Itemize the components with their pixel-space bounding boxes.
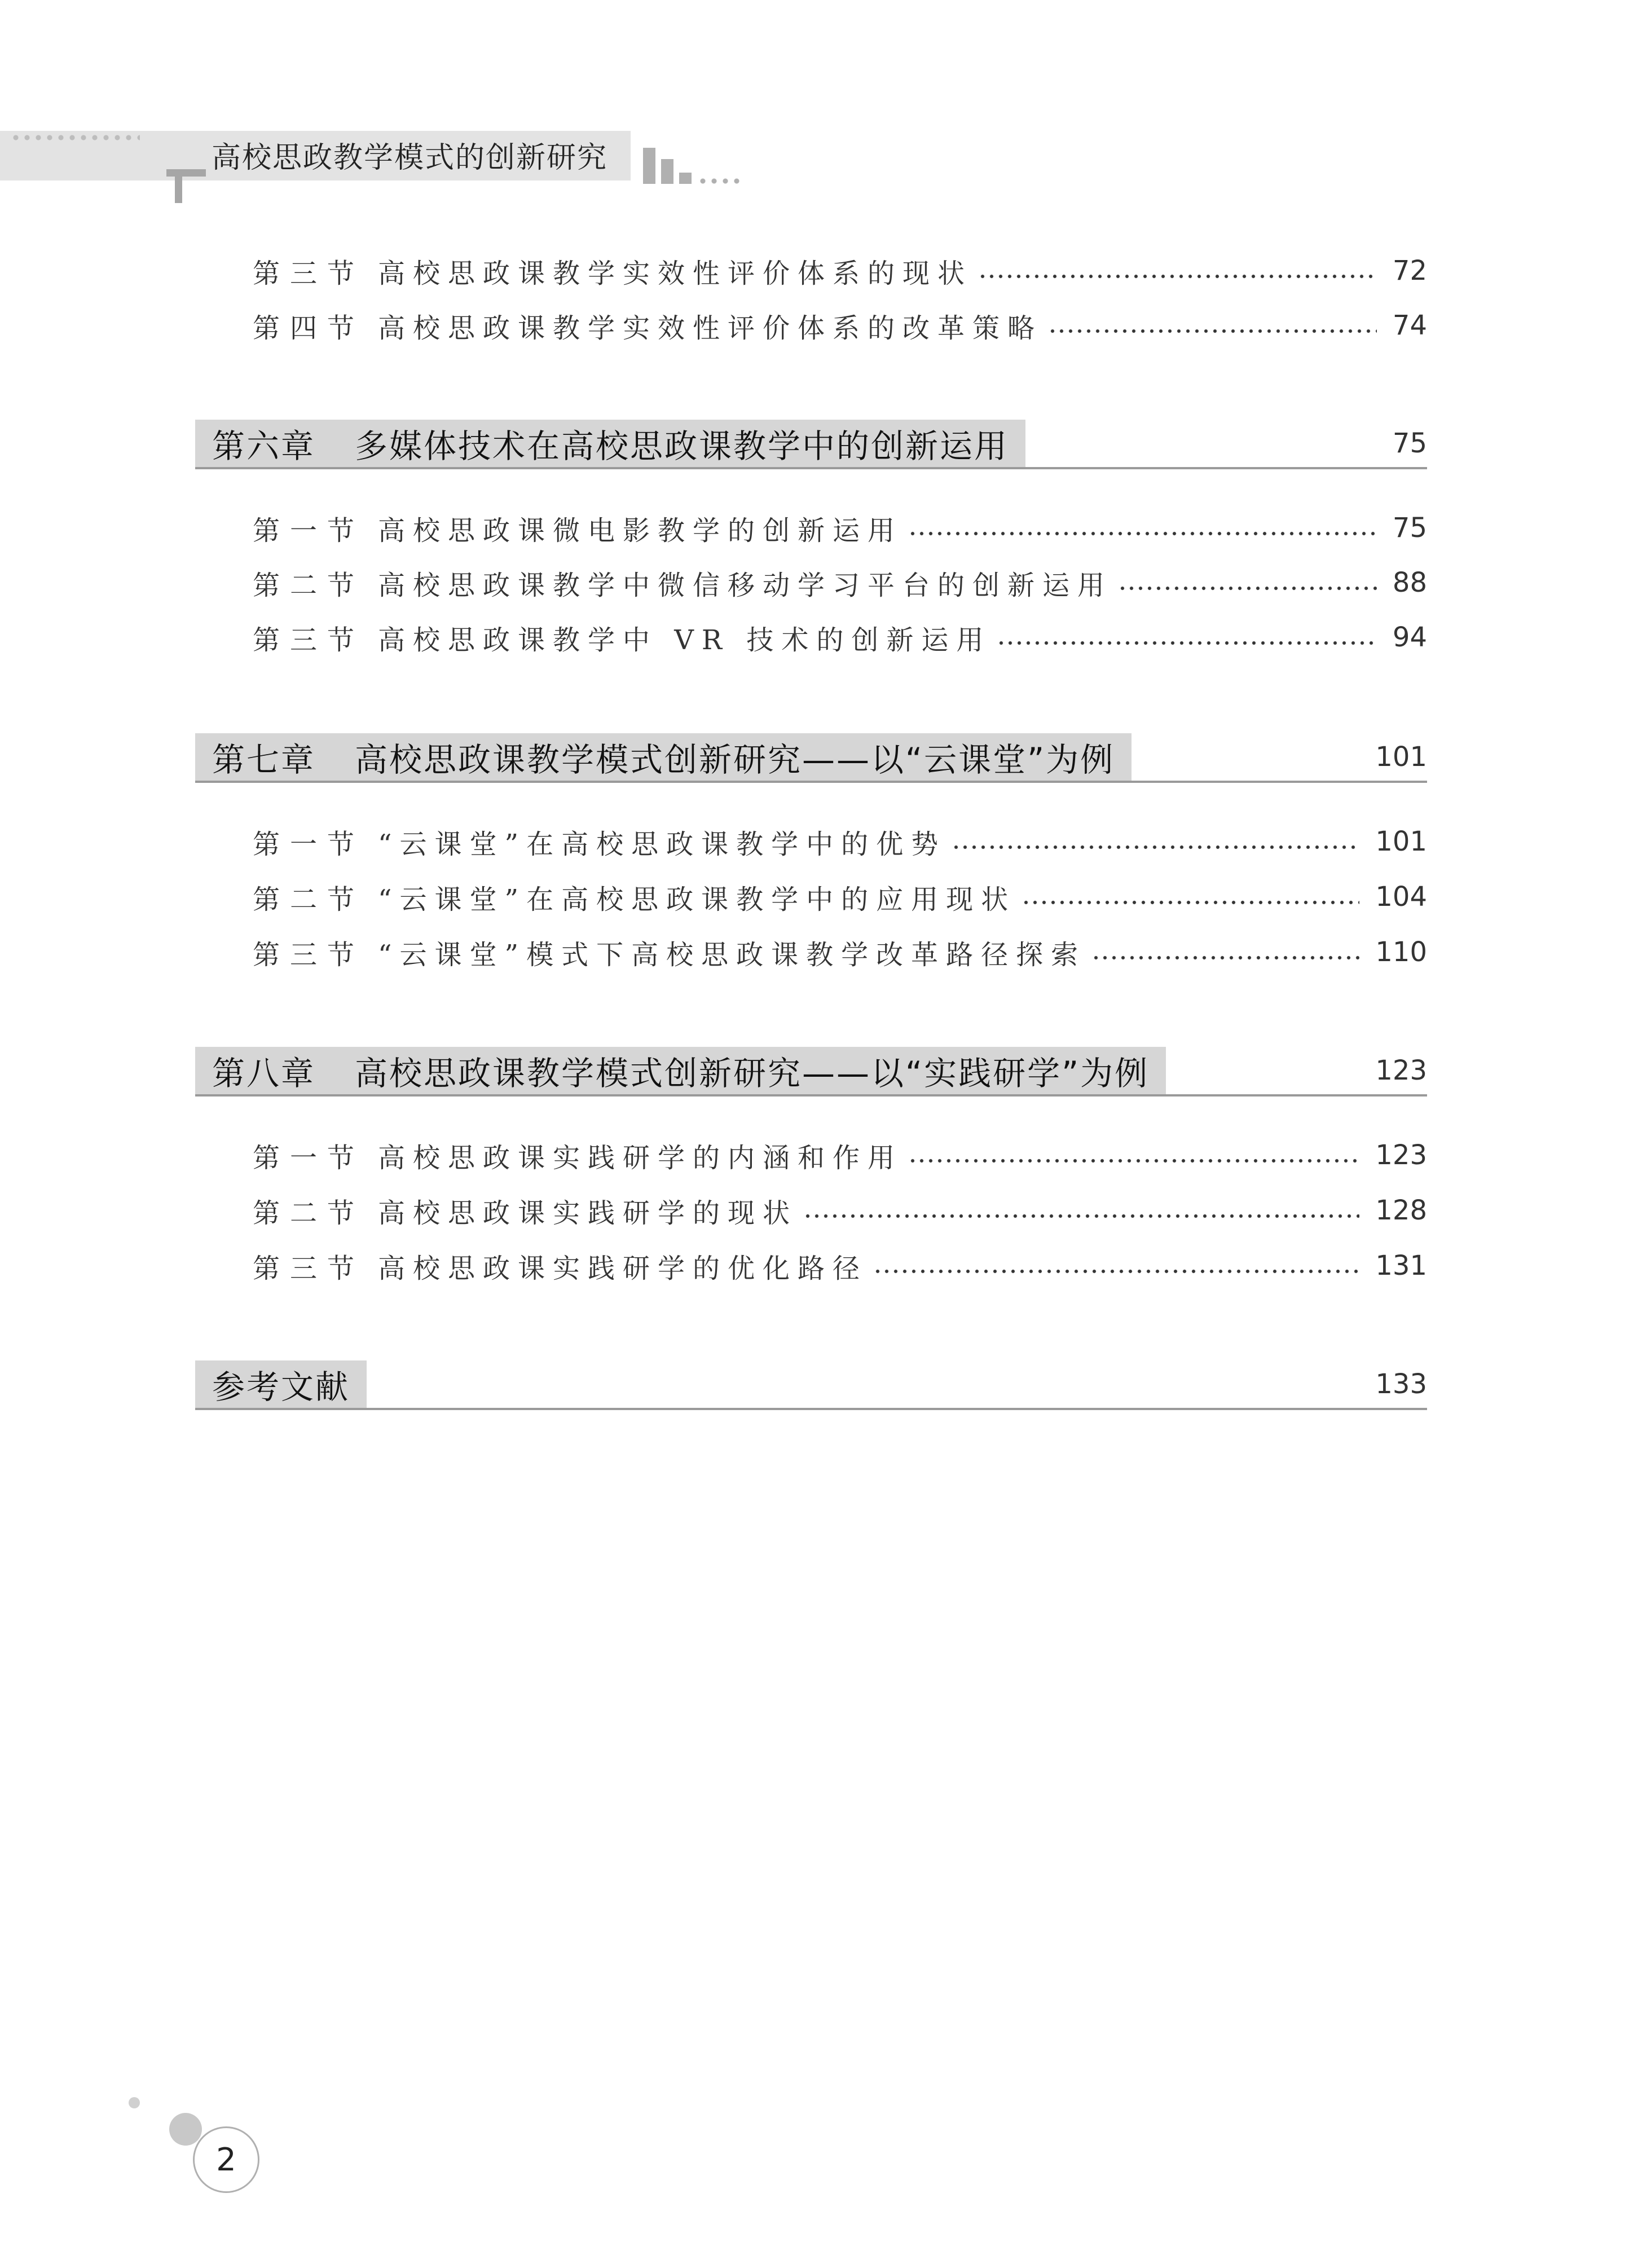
section-title: 高校思政课教学实效性评价体系的现状 <box>378 257 973 289</box>
section-label: 第一节 <box>253 828 365 860</box>
page-number: 123 <box>1375 1055 1427 1086</box>
chapter-label: 第八章 <box>212 1054 316 1093</box>
toc-section-entry[interactable] <box>253 510 1427 546</box>
section-title: 高校思政课教学中微信移动学习平台的创新运用 <box>378 569 1113 601</box>
toc-section-entry[interactable] <box>253 1192 1427 1228</box>
dot-leader <box>1048 329 1377 333</box>
chapter-title: 高校思政课教学模式创新研究——以“云课堂”为例 <box>355 741 1115 779</box>
dot-leader <box>873 1269 1359 1274</box>
dot-leader <box>908 1159 1359 1163</box>
section-title: 高校思政课实践研学的现状 <box>378 1197 798 1229</box>
chapter-label: 第七章 <box>212 741 316 779</box>
toc-section-entry[interactable] <box>253 1137 1427 1173</box>
section-title: 高校思政课微电影教学的创新运用 <box>378 514 903 547</box>
chapter-title-box <box>195 733 1132 781</box>
section-label: 第三节 <box>253 1252 365 1284</box>
section-title: 高校思政课实践研学的内涵和作用 <box>378 1142 903 1174</box>
page-number: 101 <box>1375 826 1427 857</box>
page-number: 131 <box>1375 1250 1427 1281</box>
header-corner-decoration <box>166 169 206 177</box>
toc-references-heading[interactable] <box>195 1360 1427 1410</box>
toc-chapter-heading[interactable] <box>195 420 1427 469</box>
page-number: 128 <box>1375 1195 1427 1226</box>
page-number: 74 <box>1392 310 1427 341</box>
page-number: 75 <box>1392 512 1427 544</box>
section-title: 高校思政课教学中 VR 技术的创新运用 <box>378 624 992 656</box>
header-block-decoration <box>643 148 655 184</box>
chapter-title: 多媒体技术在高校思政课教学中的创新运用 <box>355 427 1009 465</box>
page-number: 104 <box>1375 881 1427 913</box>
page-number: 72 <box>1392 255 1427 287</box>
chapter-title: 参考文献 <box>212 1368 350 1406</box>
toc-section-entry[interactable] <box>253 879 1427 915</box>
dot-leader <box>1118 586 1377 591</box>
page-number: 123 <box>1375 1139 1427 1171</box>
dot-leader <box>908 531 1377 536</box>
section-label: 第四节 <box>253 312 365 344</box>
section-label: 第二节 <box>253 569 365 601</box>
section-label: 第一节 <box>253 1142 365 1174</box>
chapter-title-box <box>195 1360 367 1408</box>
footer-dot-decoration <box>129 2097 140 2108</box>
dot-leader <box>952 845 1359 849</box>
toc-section-entry[interactable] <box>253 934 1427 970</box>
toc-chapter-heading[interactable] <box>195 1047 1427 1096</box>
header-tail-dots <box>697 178 742 184</box>
toc-section-entry[interactable] <box>253 1248 1427 1284</box>
section-label: 第三节 <box>253 257 365 289</box>
dot-leader <box>1022 900 1359 905</box>
page-number: 88 <box>1392 567 1427 598</box>
section-title: “云课堂”在高校思政课教学中的优势 <box>378 828 946 860</box>
page-number-text: 2 <box>216 2141 236 2178</box>
header-dots-decoration <box>10 134 140 141</box>
page-number: 94 <box>1392 622 1427 653</box>
header-block-decoration <box>661 159 673 184</box>
footer-dot-decoration <box>169 2113 202 2146</box>
page-number: 133 <box>1375 1368 1427 1400</box>
section-label: 第三节 <box>253 939 365 971</box>
header-corner-decoration-vertical <box>175 169 182 203</box>
header-block-decoration <box>679 173 692 184</box>
dot-leader <box>997 641 1377 645</box>
section-title: 高校思政课教学实效性评价体系的改革策略 <box>378 312 1043 344</box>
folio-page-number <box>193 2126 259 2193</box>
toc-section-entry[interactable] <box>253 823 1427 860</box>
section-label: 第三节 <box>253 624 365 656</box>
chapter-label: 第六章 <box>212 427 316 465</box>
section-title: “云课堂”在高校思政课教学中的应用现状 <box>378 883 1016 915</box>
chapter-title: 高校思政课教学模式创新研究——以“实践研学”为例 <box>355 1054 1150 1093</box>
page-number: 101 <box>1375 741 1427 773</box>
dot-leader <box>978 274 1377 279</box>
page-number: 110 <box>1375 936 1427 968</box>
running-header-title: 高校思政教学模式的创新研究 <box>212 141 608 175</box>
chapter-title-box <box>195 420 1025 467</box>
chapter-title-box <box>195 1047 1166 1094</box>
toc-section-entry[interactable] <box>253 307 1427 343</box>
toc-chapter-heading[interactable] <box>195 733 1427 783</box>
dot-leader <box>1091 955 1359 960</box>
section-label: 第一节 <box>253 514 365 547</box>
toc-section-entry[interactable] <box>253 565 1427 601</box>
section-label: 第二节 <box>253 1197 365 1229</box>
toc-section-entry[interactable] <box>253 253 1427 289</box>
toc-section-entry[interactable] <box>253 619 1427 655</box>
section-label: 第二节 <box>253 883 365 915</box>
section-title: “云课堂”模式下高校思政课教学改革路径探索 <box>378 939 1086 971</box>
dot-leader <box>803 1214 1359 1218</box>
page-number: 75 <box>1392 428 1427 459</box>
section-title: 高校思政课实践研学的优化路径 <box>378 1252 868 1284</box>
